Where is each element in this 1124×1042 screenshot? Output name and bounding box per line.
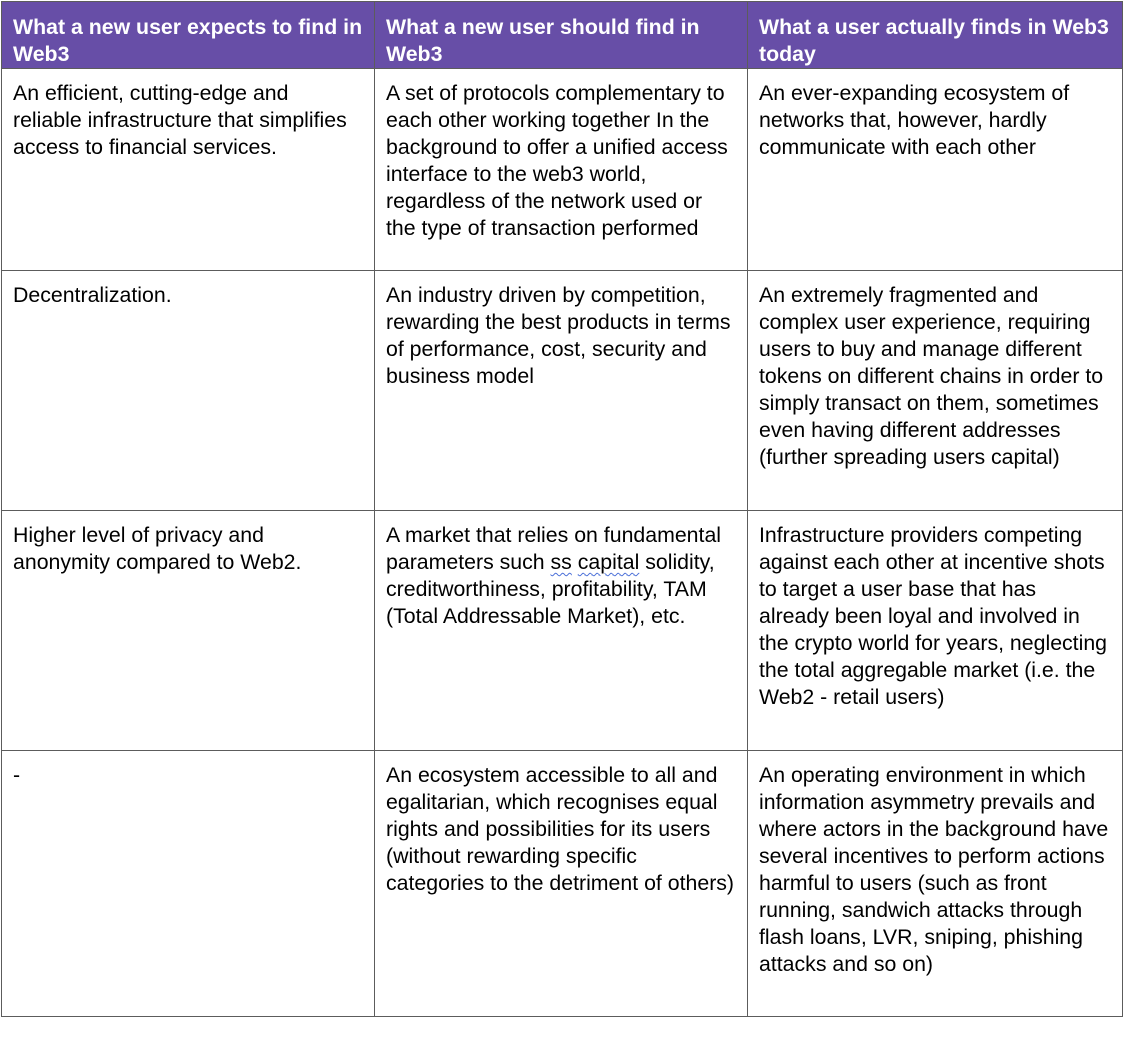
header-cell-should: What a new user should find in Web3 bbox=[375, 2, 748, 69]
table-row bbox=[2, 69, 1123, 271]
cell-should: A set of protocols complementary to each other working together In the background to offer a unified access interface to the web3 world, regardless of the network used or the type of transaction performed bbox=[375, 69, 748, 271]
table-row bbox=[2, 511, 1123, 751]
cell-actual: Infrastructure providers competing against each other at incentive shots to target a user base that has already been loyal and involved in the crypto world for years, neglecting the total aggregable market (i.e. the Web2 - retail users) bbox=[748, 511, 1123, 751]
cell-should: An industry driven by competition, rewarding the best products in terms of performance, cost, security and business model bbox=[375, 271, 748, 511]
cell-actual: An extremely fragmented and complex user experience, requiring users to buy and manage different tokens on different chains in order to simply transact on them, sometimes even having different addresses (further spreading users capital) bbox=[748, 271, 1123, 511]
cell-actual: An ever-expanding ecosystem of networks that, however, hardly communicate with each other bbox=[748, 69, 1123, 271]
cell-text-after: solidity, creditworthiness, profitability, TAM (Total Addressable Market), etc. bbox=[386, 550, 715, 628]
cell-should bbox=[375, 511, 748, 751]
cell-expects: - bbox=[2, 751, 375, 1017]
comparison-table bbox=[1, 1, 1123, 1017]
header-cell-actual: What a user actually finds in Web3 today bbox=[748, 2, 1123, 69]
cell-expects: An efficient, cutting-edge and reliable infrastructure that simplifies access to financial services. bbox=[2, 69, 375, 271]
header-row bbox=[2, 2, 1123, 69]
cell-actual: An operating environment in which information asymmetry prevails and where actors in the background have several incentives to perform actions harmful to users (such as front running, sandwich attacks through flash loans, LVR, sniping, phishing attacks and so on) bbox=[748, 751, 1123, 1017]
table-header bbox=[2, 2, 1123, 69]
cell-text-before: A market that relies on fundamental parameters such bbox=[386, 523, 722, 574]
table-row bbox=[2, 751, 1123, 1017]
header-cell-expects: What a new user expects to find in Web3 bbox=[2, 2, 375, 69]
spellcheck-flagged-word[interactable]: ss bbox=[550, 550, 572, 574]
cell-expects: Higher level of privacy and anonymity compared to Web2. bbox=[2, 511, 375, 751]
spellcheck-flagged-word[interactable]: capital bbox=[577, 550, 640, 574]
table-body bbox=[2, 69, 1123, 1017]
cell-expects: Decentralization. bbox=[2, 271, 375, 511]
table-row bbox=[2, 271, 1123, 511]
cell-should: An ecosystem accessible to all and egalitarian, which recognises equal rights and possibilities for its users (without rewarding specific categories to the detriment of others) bbox=[375, 751, 748, 1017]
